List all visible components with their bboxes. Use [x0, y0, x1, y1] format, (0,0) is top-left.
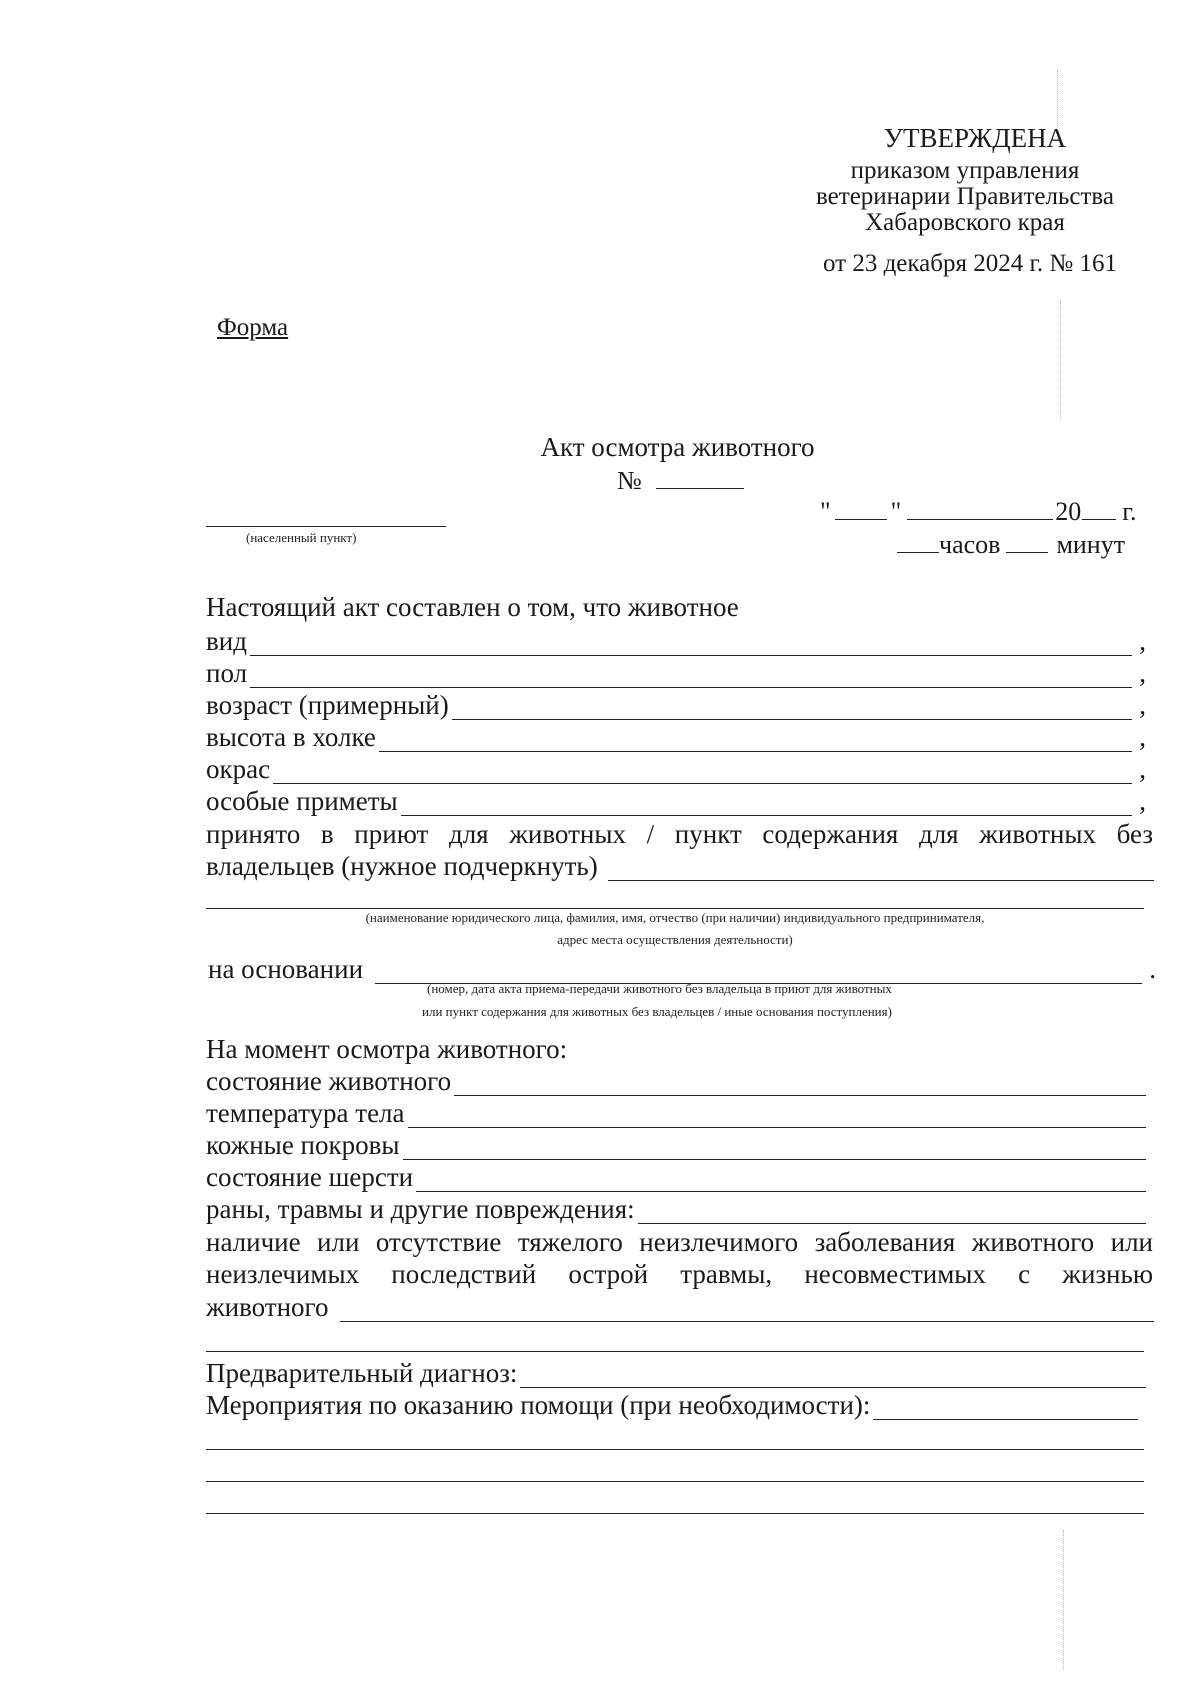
field-temperature: [206, 1098, 1146, 1128]
temperature-input[interactable]: [408, 1106, 1146, 1128]
field-label: состояние животного: [206, 1066, 452, 1096]
scan-artifact: [1063, 1530, 1064, 1670]
entity-caption-2: адрес места осуществления деятельности): [557, 932, 793, 947]
approval-stamp: [790, 118, 1140, 286]
skin-input[interactable]: [403, 1138, 1146, 1160]
shelter-text-line-1: принято в приют для животных / пункт содержания для животных без: [206, 819, 1153, 849]
shelter-input[interactable]: [608, 859, 1154, 881]
minutes-field[interactable]: [1006, 552, 1048, 553]
year-suffix: г.: [1122, 497, 1137, 526]
sex-input[interactable]: [250, 666, 1132, 688]
quote-open: ": [820, 497, 831, 526]
color-input[interactable]: [273, 762, 1132, 784]
field-species: вид ,: [206, 626, 1146, 656]
field-label: возраст (примерный): [206, 690, 449, 720]
entity-field[interactable]: [206, 908, 1144, 909]
diagnosis-input[interactable]: [520, 1366, 1146, 1388]
scan-artifact: [1060, 300, 1061, 420]
locality-field[interactable]: [206, 526, 446, 527]
field-label: Предварительный диагноз:: [206, 1358, 518, 1388]
field-measures: [206, 1390, 1138, 1420]
height-input[interactable]: [379, 730, 1132, 752]
field-injuries: [206, 1194, 1146, 1224]
basis-caption-1: (номер, дата акта приема-передачи животного без владельца в приют для животных: [427, 981, 892, 996]
measures-line-4[interactable]: [206, 1513, 1144, 1514]
day-field[interactable]: [835, 519, 887, 520]
field-height: высота в холке ,: [206, 722, 1146, 752]
measures-line-3[interactable]: [206, 1481, 1144, 1482]
species-input[interactable]: [250, 634, 1132, 656]
time-row: [897, 530, 1125, 560]
field-label: Мероприятия по оказанию помощи (при необходимости):: [206, 1390, 871, 1420]
date-row: [820, 497, 1136, 527]
field-age: возраст (примерный) ,: [206, 690, 1146, 720]
field-shelter: [206, 851, 1154, 881]
inspection-heading: На момент осмотра животного:: [206, 1034, 568, 1064]
condition-input[interactable]: [454, 1074, 1146, 1096]
locality-caption: (населенный пункт): [246, 530, 357, 545]
disease-text-line-1: наличие или отсутствие тяжелого неизлечимого заболевания животного или: [206, 1227, 1153, 1257]
field-label: кожные покровы: [206, 1130, 400, 1160]
field-label: раны, травмы и другие повреждения:: [206, 1194, 635, 1224]
marks-input[interactable]: [401, 794, 1132, 816]
form-label: Форма: [217, 314, 289, 341]
intro-text: Настоящий акт составлен о том, что животное: [206, 592, 739, 622]
disease-text-line-2: неизлечимых последствий острой травмы, несовместимых с жизнью: [206, 1259, 1153, 1289]
approval-line-3: Хабаровского края: [865, 209, 1065, 236]
field-coat: [206, 1162, 1146, 1192]
field-skin: [206, 1130, 1146, 1160]
quote-close: ": [890, 497, 902, 526]
field-sex: пол ,: [206, 658, 1146, 688]
disease-input[interactable]: [340, 1300, 1154, 1322]
approval-line-1: приказом управления: [850, 157, 1080, 184]
hours-label: часов: [939, 530, 1001, 559]
act-number-field[interactable]: [656, 488, 744, 489]
act-number-label: №: [617, 466, 642, 495]
field-label: вид: [206, 626, 247, 656]
field-basis: на основании .: [208, 954, 1156, 984]
field-marks: особые приметы ,: [206, 786, 1146, 816]
field-label: на основании: [208, 954, 364, 984]
month-field[interactable]: [907, 519, 1053, 520]
injuries-input[interactable]: [638, 1202, 1146, 1224]
field-label: пол: [206, 658, 248, 688]
year-prefix: 20: [1055, 497, 1082, 526]
year-field[interactable]: [1082, 519, 1116, 520]
field-diagnosis: [206, 1358, 1146, 1388]
field-disease: [206, 1292, 1154, 1322]
entity-caption-1: (наименование юридического лица, фамилия, имя, отчество (при наличии) индивидуального предпринимателя,: [365, 910, 985, 925]
act-title: Акт осмотра животного: [540, 432, 815, 462]
age-input[interactable]: [452, 698, 1132, 720]
field-label: окрас: [206, 754, 271, 784]
field-label: состояние шерсти: [206, 1162, 414, 1192]
field-label: животного: [206, 1292, 329, 1322]
hours-field[interactable]: [897, 552, 939, 553]
act-number-row: [617, 466, 744, 496]
field-label: высота в холке: [206, 722, 376, 752]
approval-order-ref: от 23 декабря 2024 г. № 161: [822, 250, 1118, 277]
field-condition: [206, 1066, 1146, 1096]
field-label: температура тела: [206, 1098, 405, 1128]
disease-extra-line[interactable]: [206, 1351, 1144, 1352]
field-label: владельцев (нужное подчеркнуть): [206, 851, 598, 881]
minutes-label: минут: [1056, 530, 1126, 559]
approval-heading: УТВЕРЖДЕНА: [883, 123, 1067, 153]
field-color: окрас ,: [206, 754, 1146, 784]
approval-line-2: ветеринарии Правительства: [816, 183, 1114, 210]
coat-input[interactable]: [416, 1170, 1146, 1192]
measures-line-2[interactable]: [206, 1449, 1144, 1450]
scan-artifact: [1057, 70, 1058, 130]
basis-caption-2: или пункт содержания для животных без владельцев / иные основания поступления): [422, 1004, 892, 1019]
field-label: особые приметы: [206, 786, 398, 816]
measures-input[interactable]: [873, 1398, 1138, 1420]
